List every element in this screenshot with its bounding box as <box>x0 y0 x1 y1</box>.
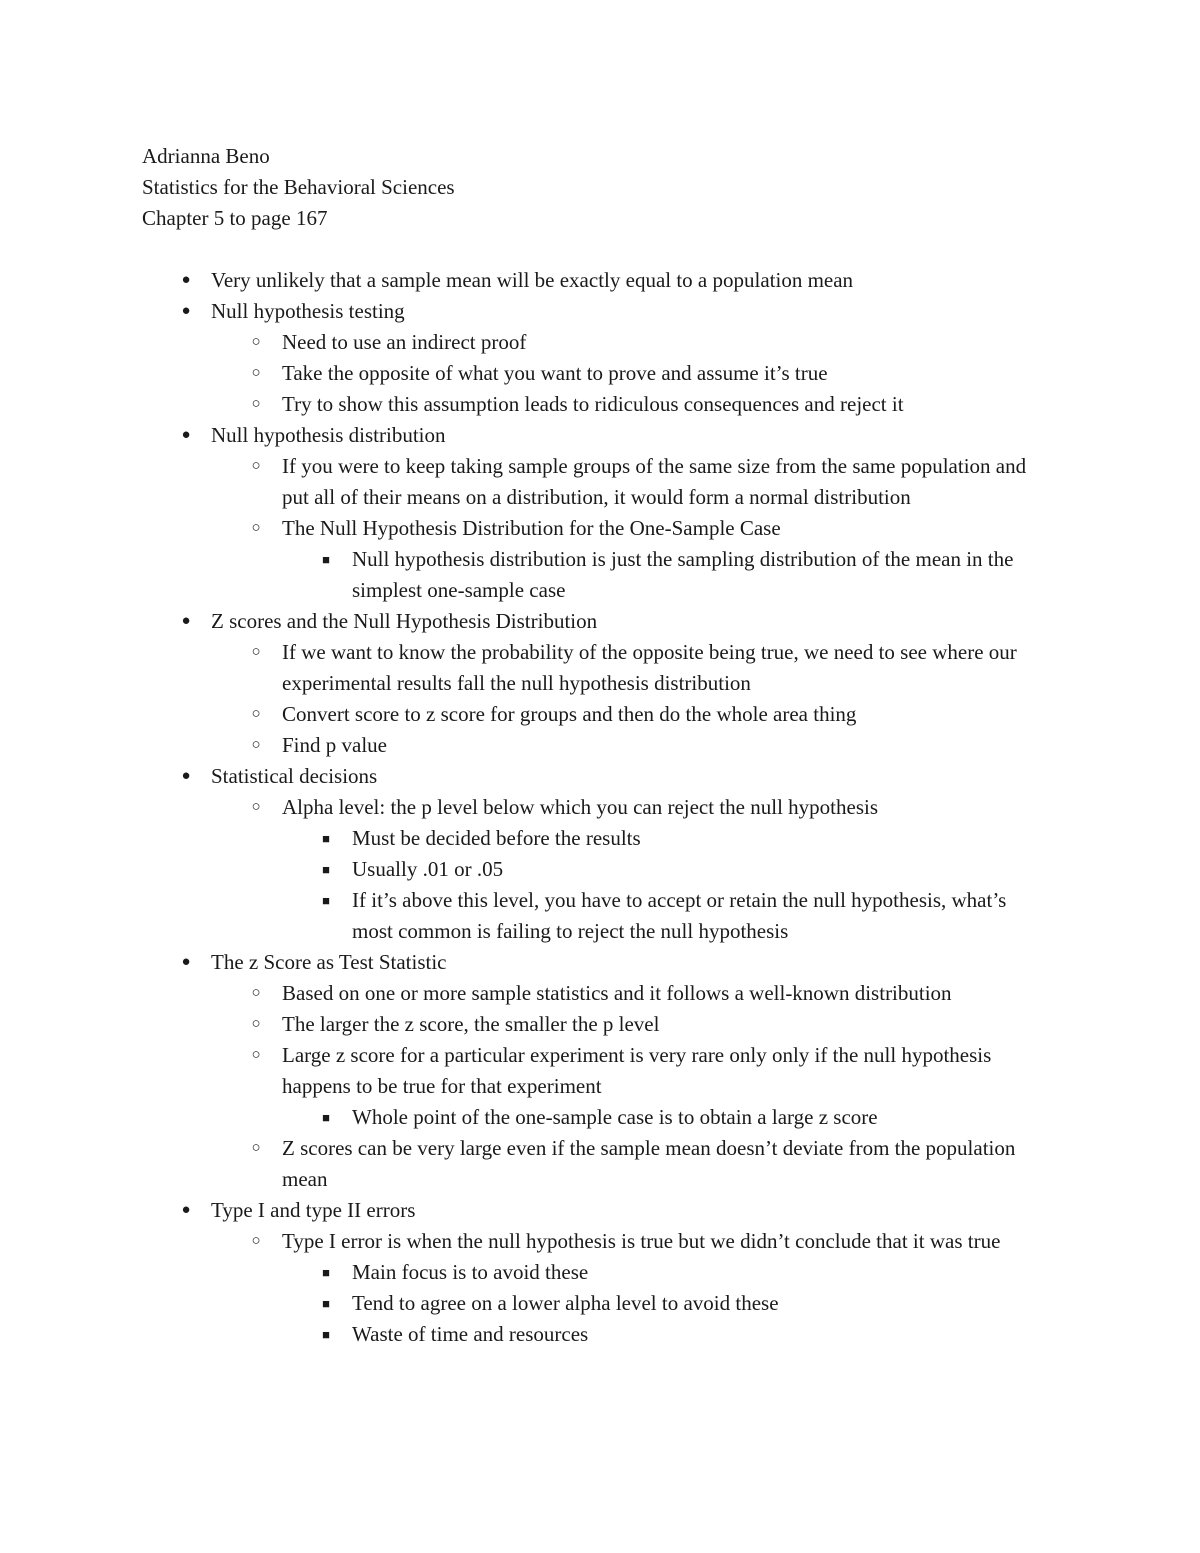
bullet-circle-icon: ○ <box>251 334 261 350</box>
list-item-text: Convert score to z score for groups and then do the whole area thing <box>282 702 857 726</box>
course-title: Statistics for the Behavioral Sciences <box>142 175 455 199</box>
bullet-square-icon: ■ <box>322 1110 330 1125</box>
list-item <box>0 1040 1200 1102</box>
list-item <box>0 823 1200 854</box>
list-item <box>0 854 1200 885</box>
list-item <box>0 451 1200 513</box>
list-item-text: Type I error is when the null hypothesis is true but we didn’t conclude that it was true <box>282 1229 1001 1253</box>
document-header <box>142 141 455 234</box>
list-item <box>0 978 1200 1009</box>
bullet-disc-icon: ● <box>181 303 191 319</box>
list-item <box>0 1257 1200 1288</box>
bullet-circle-icon: ○ <box>251 458 261 474</box>
bullet-square-icon: ■ <box>322 1296 330 1311</box>
list-item-text: Z scores can be very large even if the sample mean doesn’t deviate from the population mean <box>282 1136 1016 1191</box>
bullet-square-icon: ■ <box>322 1327 330 1342</box>
list-item <box>0 327 1200 358</box>
bullet-circle-icon: ○ <box>251 365 261 381</box>
list-item <box>0 730 1200 761</box>
list-item-text: Z scores and the Null Hypothesis Distribution <box>211 609 598 633</box>
bullet-circle-icon: ○ <box>251 1140 261 1156</box>
list-item <box>0 1288 1200 1319</box>
bullet-circle-icon: ○ <box>251 985 261 1001</box>
list-item-text: Very unlikely that a sample mean will be exactly equal to a population mean <box>211 268 854 292</box>
bullet-square-icon: ■ <box>322 552 330 567</box>
list-item-text: Usually .01 or .05 <box>352 857 504 881</box>
list-item-text: Statistical decisions <box>211 764 378 788</box>
list-item <box>0 699 1200 730</box>
list-item <box>0 792 1200 823</box>
bullet-circle-icon: ○ <box>251 737 261 753</box>
list-item <box>0 637 1200 699</box>
bullet-disc-icon: ● <box>181 272 191 288</box>
list-item <box>0 358 1200 389</box>
list-item <box>0 947 1200 978</box>
list-item-text: Whole point of the one-sample case is to obtain a large z score <box>352 1105 878 1129</box>
list-item-text: If it’s above this level, you have to accept or retain the null hypothesis, what’s most common is failing to reject the null hypothesis <box>352 888 1007 943</box>
list-item <box>0 389 1200 420</box>
list-item <box>0 885 1200 947</box>
list-item-text: Must be decided before the results <box>352 826 641 850</box>
list-item-text: Tend to agree on a lower alpha level to avoid these <box>352 1291 779 1315</box>
list-item-text: Waste of time and resources <box>352 1322 589 1346</box>
list-item-text: The larger the z score, the smaller the p level <box>282 1012 660 1036</box>
bullet-disc-icon: ● <box>181 768 191 784</box>
notes-list <box>0 265 1200 1350</box>
list-item-text: If we want to know the probability of the opposite being true, we need to see where our experimental results fall the null hypothesis distribution <box>282 640 1017 695</box>
bullet-circle-icon: ○ <box>251 396 261 412</box>
list-item-text: Based on one or more sample statistics and it follows a well-known distribution <box>282 981 952 1005</box>
list-item <box>0 1226 1200 1257</box>
chapter-reference: Chapter 5 to page 167 <box>142 206 328 230</box>
bullet-disc-icon: ● <box>181 1202 191 1218</box>
list-item-text: Try to show this assumption leads to ridiculous consequences and reject it <box>282 392 904 416</box>
bullet-square-icon: ■ <box>322 1265 330 1280</box>
bullet-disc-icon: ● <box>181 427 191 443</box>
bullet-circle-icon: ○ <box>251 706 261 722</box>
list-item <box>0 1009 1200 1040</box>
list-item <box>0 265 1200 296</box>
list-item <box>0 544 1200 606</box>
bullet-circle-icon: ○ <box>251 644 261 660</box>
list-item <box>0 1102 1200 1133</box>
bullet-circle-icon: ○ <box>251 1016 261 1032</box>
list-item-text: Main focus is to avoid these <box>352 1260 589 1284</box>
list-item <box>0 761 1200 792</box>
list-item-text: If you were to keep taking sample groups of the same size from the same population and put all of their means on a distribution, it would form a normal distribution <box>282 454 1027 509</box>
list-item-text: Take the opposite of what you want to prove and assume it’s true <box>282 361 828 385</box>
bullet-circle-icon: ○ <box>251 1047 261 1063</box>
list-item-text: Null hypothesis distribution is just the sampling distribution of the mean in the simplest one-sample case <box>352 547 1014 602</box>
bullet-circle-icon: ○ <box>251 799 261 815</box>
bullet-circle-icon: ○ <box>251 520 261 536</box>
list-item-text: Need to use an indirect proof <box>282 330 527 354</box>
list-item-text: The z Score as Test Statistic <box>211 950 447 974</box>
list-item-text: Null hypothesis distribution <box>211 423 446 447</box>
bullet-circle-icon: ○ <box>251 1233 261 1249</box>
list-item <box>0 1319 1200 1350</box>
bullet-square-icon: ■ <box>322 862 330 877</box>
author-name: Adrianna Beno <box>142 144 270 168</box>
list-item-text: Null hypothesis testing <box>211 299 405 323</box>
bullet-square-icon: ■ <box>322 893 330 908</box>
bullet-disc-icon: ● <box>181 954 191 970</box>
bullet-disc-icon: ● <box>181 613 191 629</box>
list-item <box>0 1195 1200 1226</box>
list-item <box>0 420 1200 451</box>
list-item-text: Alpha level: the p level below which you can reject the null hypothesis <box>282 795 878 819</box>
list-item-text: The Null Hypothesis Distribution for the One-Sample Case <box>282 516 781 540</box>
list-item <box>0 296 1200 327</box>
list-item-text: Large z score for a particular experiment is very rare only only if the null hypothesis happens to be true for that experiment <box>282 1043 992 1098</box>
list-item-text: Find p value <box>282 733 387 757</box>
bullet-square-icon: ■ <box>322 831 330 846</box>
list-item-text: Type I and type II errors <box>211 1198 416 1222</box>
list-item <box>0 1133 1200 1195</box>
list-item <box>0 513 1200 544</box>
list-item <box>0 606 1200 637</box>
